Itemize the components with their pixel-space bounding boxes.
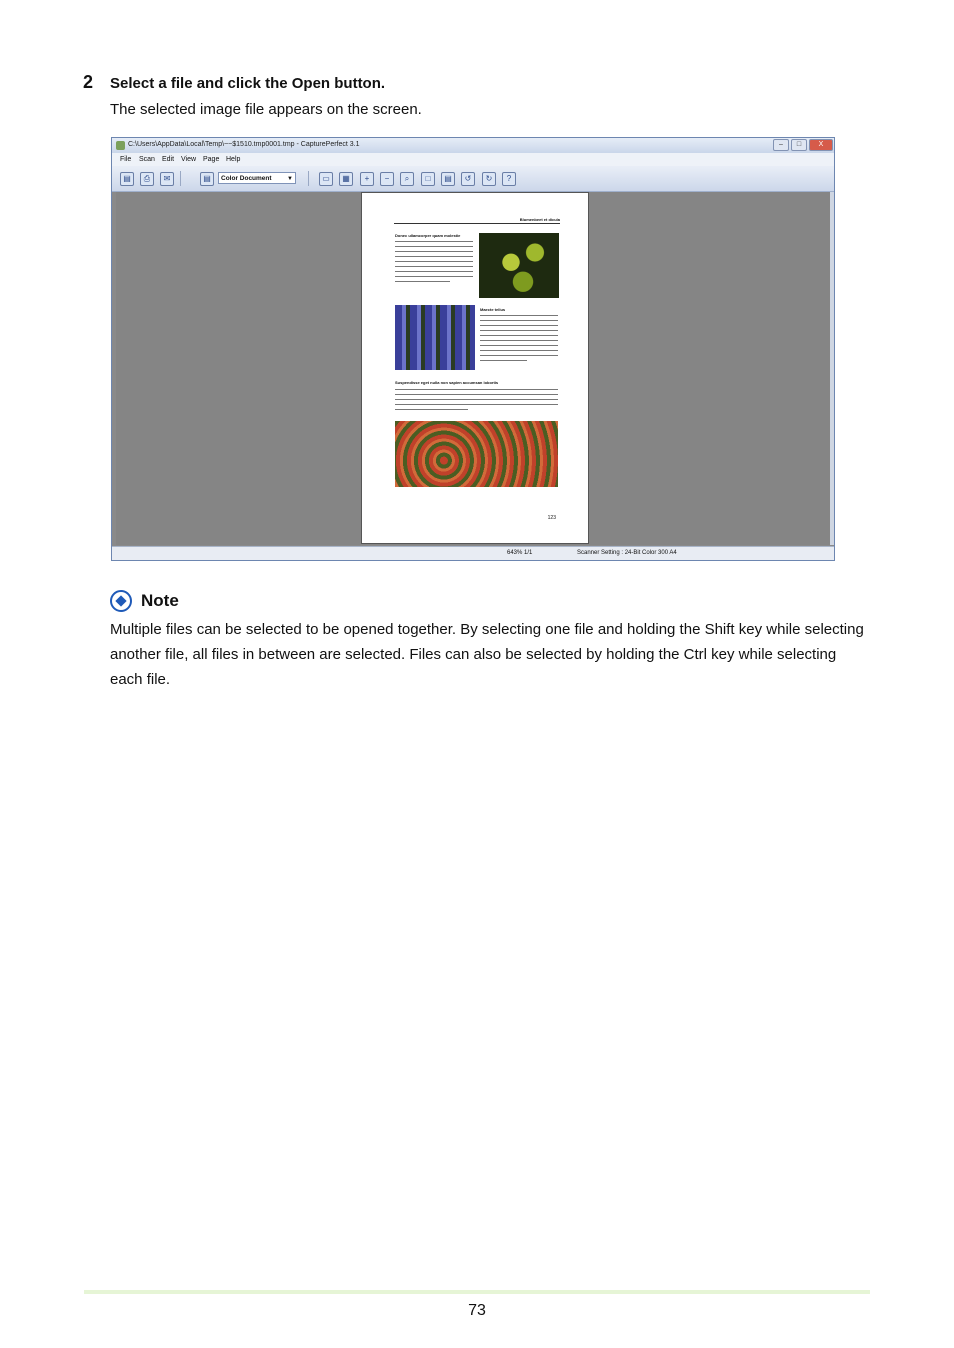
- single-view-icon[interactable]: ▭: [319, 172, 333, 186]
- rotate-right-icon[interactable]: ↻: [482, 172, 496, 186]
- window-title: C:\Users\AppData\Local\Temp\~~$1510.tmp0001.tmp - CapturePerfect 3.1: [128, 141, 360, 148]
- lupin-flowers-photo: [395, 305, 475, 370]
- menu-bar: [112, 153, 834, 166]
- zoom-status: 643% 1/1: [507, 550, 533, 556]
- scan-page-icon[interactable]: ▤: [200, 172, 214, 186]
- menu-scan[interactable]: Scan: [139, 156, 155, 163]
- body-text-block: [395, 389, 558, 414]
- document-viewer[interactable]: [116, 192, 830, 545]
- document-heading: Suspendisse eget nulla non sapien accumsan lobortis: [395, 380, 499, 385]
- menu-page[interactable]: Page: [203, 156, 220, 163]
- step-description: The selected image file appears on the screen.: [110, 101, 422, 118]
- red-flowers-photo: [395, 421, 558, 487]
- leaves-photo: [479, 233, 559, 298]
- help-icon[interactable]: ?: [502, 172, 516, 186]
- menu-file[interactable]: File: [120, 156, 132, 163]
- rotate-left-icon[interactable]: ↺: [461, 172, 475, 186]
- mail-icon[interactable]: ✉: [160, 172, 174, 186]
- document-heading: Donec ullamcorper quam molestie: [395, 233, 461, 238]
- step-number: 2: [83, 72, 94, 92]
- app-icon: [116, 141, 125, 150]
- menu-edit[interactable]: Edit: [162, 156, 175, 163]
- note-icon: [110, 590, 132, 612]
- status-bar: [112, 546, 834, 560]
- document-heading: Maecte tellus: [480, 307, 506, 312]
- note-body: Multiple files can be selected to be opened together. By selecting one file and holding the Shift key while selecting another file, all files in between are selected. Files can also be selected by holding the Ctrl key while selecting each file.: [110, 621, 864, 688]
- menu-view[interactable]: View: [181, 156, 197, 163]
- zoom-out-icon[interactable]: −: [380, 172, 394, 186]
- print-icon[interactable]: ⎙: [140, 172, 154, 186]
- thumbnail-view-icon[interactable]: ▦: [339, 172, 353, 186]
- scan-mode-select[interactable]: [218, 172, 296, 184]
- window-titlebar: [112, 138, 834, 153]
- chevron-down-icon: ▼: [287, 176, 293, 182]
- scan-mode-value: Color Document: [221, 175, 272, 182]
- page-number: 73: [468, 1302, 486, 1319]
- body-text-block: [480, 315, 558, 365]
- toolbar: [112, 166, 834, 192]
- scan-batch-icon[interactable]: ▤: [120, 172, 134, 186]
- document-page: [361, 192, 589, 544]
- document-header: Blumenbeet et dicula: [519, 217, 560, 222]
- zoom-in-icon[interactable]: +: [360, 172, 374, 186]
- note-title: Note: [141, 591, 179, 610]
- vertical-scrollbar[interactable]: [830, 192, 834, 545]
- step-title: Select a file and click the Open button.: [110, 75, 386, 92]
- fit-width-icon[interactable]: ▤: [441, 172, 455, 186]
- toolbar-separator: [308, 171, 309, 186]
- maximize-button[interactable]: □: [791, 139, 807, 151]
- scanner-setting-status: Scanner Setting : 24-Bit Color 300 A4: [577, 550, 677, 556]
- document-page-number: 123: [547, 515, 556, 521]
- document-rule: [394, 223, 560, 224]
- body-text-block: [395, 241, 473, 286]
- minimize-button[interactable]: –: [773, 139, 789, 151]
- menu-help[interactable]: Help: [226, 156, 241, 163]
- captureperfect-window-screenshot: [111, 137, 835, 561]
- close-button[interactable]: X: [809, 139, 833, 151]
- toolbar-separator: [180, 171, 181, 186]
- zoom-fit-icon[interactable]: ⌕: [400, 172, 414, 186]
- footer-divider: [84, 1290, 870, 1294]
- fit-page-icon[interactable]: □: [421, 172, 435, 186]
